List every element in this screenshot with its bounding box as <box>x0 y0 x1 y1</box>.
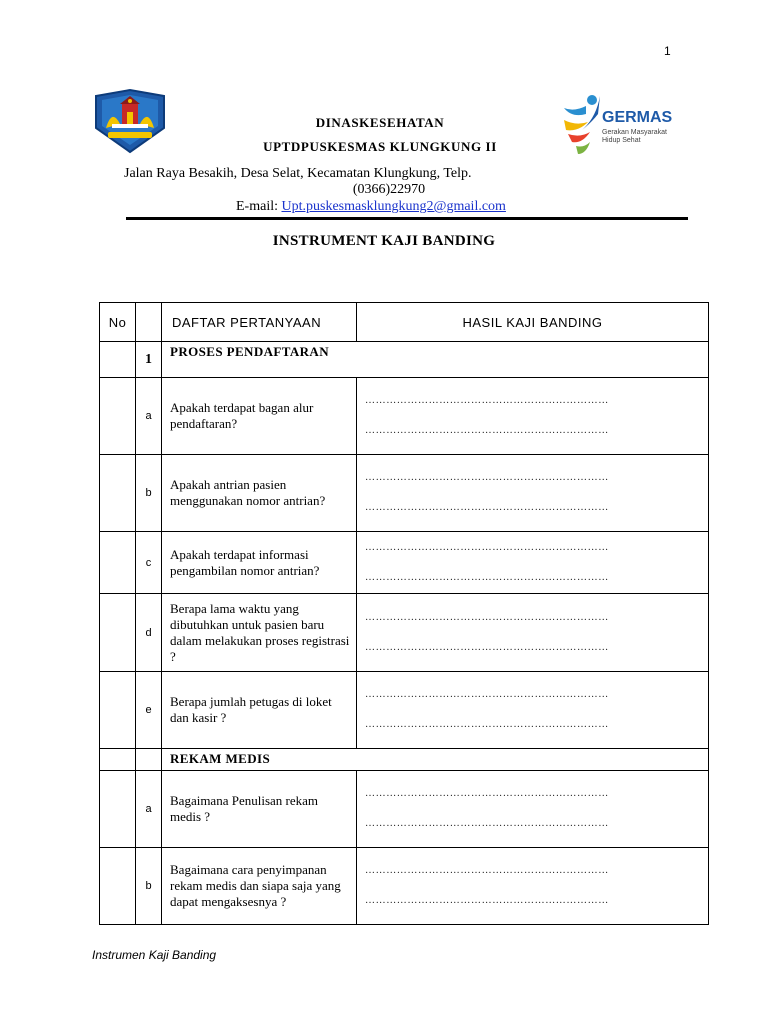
section-number <box>136 749 162 771</box>
question-text: Berapa lama waktu yang dibutuhkan untuk pasien baru dalam melakukan proses registrasi ? <box>162 594 357 672</box>
address-line: Jalan Raya Besakih, Desa Selat, Kecamatan Klungkung, Telp. <box>124 166 472 181</box>
answer-dotted-line: …………………………………………………………… <box>365 818 609 829</box>
row-no-cell <box>100 848 136 925</box>
row-no-cell <box>100 532 136 594</box>
table-row <box>100 672 709 749</box>
answer-dotted-line: …………………………………………………………… <box>365 395 609 406</box>
table-row <box>100 455 709 532</box>
row-no-cell <box>100 378 136 455</box>
question-text: Bagaimana cara penyimpanan rekam medis dan siapa saja yang dapat mengaksesnya ? <box>162 848 357 925</box>
germas-brand-text: GERMAS <box>602 109 673 126</box>
germas-tagline-2: Hidup Sehat <box>602 137 641 144</box>
section-no-cell <box>100 749 136 771</box>
section-number: 1 <box>136 342 162 378</box>
org-unit: UPTDPUSKESMAS KLUNGKUNG II <box>263 139 497 154</box>
row-no-cell <box>100 771 136 848</box>
answer-dotted-line: …………………………………………………………… <box>365 541 609 553</box>
header-question: DAFTAR PERTANYAAN <box>162 303 357 342</box>
table-row <box>100 848 709 925</box>
phone-line: (0366)22970 <box>352 182 426 197</box>
regency-emblem-icon <box>90 88 170 154</box>
email-link[interactable]: Upt.puskesmasklungkung2@gmail.com <box>281 199 506 214</box>
answer-field[interactable] <box>357 532 709 594</box>
answer-dotted-line: …………………………………………………………… <box>365 641 609 653</box>
item-letter: c <box>136 532 162 594</box>
questionnaire-table <box>99 302 709 925</box>
answer-field[interactable] <box>357 848 709 925</box>
table-header-row <box>100 303 709 342</box>
header-divider <box>126 217 688 220</box>
answer-dotted-line: …………………………………………………………… <box>365 502 609 513</box>
answer-dotted-line: …………………………………………………………… <box>365 895 609 906</box>
answer-field[interactable] <box>357 378 709 455</box>
section-row <box>100 342 709 378</box>
answer-field[interactable] <box>357 771 709 848</box>
answer-dotted-line: …………………………………………………………… <box>365 571 609 583</box>
section-title: PROSES PENDAFTARAN <box>162 342 709 378</box>
page-number: 1 <box>664 44 671 58</box>
answer-dotted-line: …………………………………………………………… <box>365 788 609 799</box>
table-body <box>100 342 709 925</box>
item-letter: a <box>136 771 162 848</box>
question-text: Bagaimana Penulisan rekam medis ? <box>162 771 357 848</box>
answer-dotted-line: …………………………………………………………… <box>365 719 609 730</box>
answer-dotted-line: …………………………………………………………… <box>365 865 609 876</box>
answer-field[interactable] <box>357 594 709 672</box>
table-row <box>100 532 709 594</box>
answer-field[interactable] <box>357 672 709 749</box>
document-title: INSTRUMENT KAJI BANDING <box>272 233 496 249</box>
email-label: E-mail: <box>236 199 278 214</box>
answer-dotted-line: …………………………………………………………… <box>365 689 609 700</box>
answer-dotted-line: …………………………………………………………… <box>365 472 609 483</box>
email-line <box>236 199 506 215</box>
table-row <box>100 771 709 848</box>
question-text: Berapa jumlah petugas di loket dan kasir ? <box>162 672 357 749</box>
item-letter: b <box>136 455 162 532</box>
item-letter: e <box>136 672 162 749</box>
org-name: DINASKESEHATAN <box>315 115 445 130</box>
answer-field[interactable] <box>357 455 709 532</box>
question-text: Apakah terdapat bagan alur pendaftaran? <box>162 378 357 455</box>
table-row <box>100 594 709 672</box>
germas-tagline-1: Gerakan Masyarakat <box>602 129 667 136</box>
row-no-cell <box>100 672 136 749</box>
item-letter: d <box>136 594 162 672</box>
table-row <box>100 378 709 455</box>
answer-dotted-line: …………………………………………………………… <box>365 611 609 623</box>
header-spacer <box>136 303 162 342</box>
row-no-cell <box>100 594 136 672</box>
item-letter: a <box>136 378 162 455</box>
header-result: HASIL KAJI BANDING <box>357 303 709 342</box>
section-no-cell <box>100 342 136 378</box>
section-row <box>100 749 709 771</box>
item-letter: b <box>136 848 162 925</box>
header-no: No <box>100 303 136 342</box>
footer-label: Instrumen Kaji Banding <box>92 948 217 962</box>
row-no-cell <box>100 455 136 532</box>
section-title: REKAM MEDIS <box>162 749 709 771</box>
answer-dotted-line: …………………………………………………………… <box>365 425 609 436</box>
question-text: Apakah terdapat informasi pengambilan nomor antrian? <box>162 532 357 594</box>
question-text: Apakah antrian pasien menggunakan nomor antrian? <box>162 455 357 532</box>
